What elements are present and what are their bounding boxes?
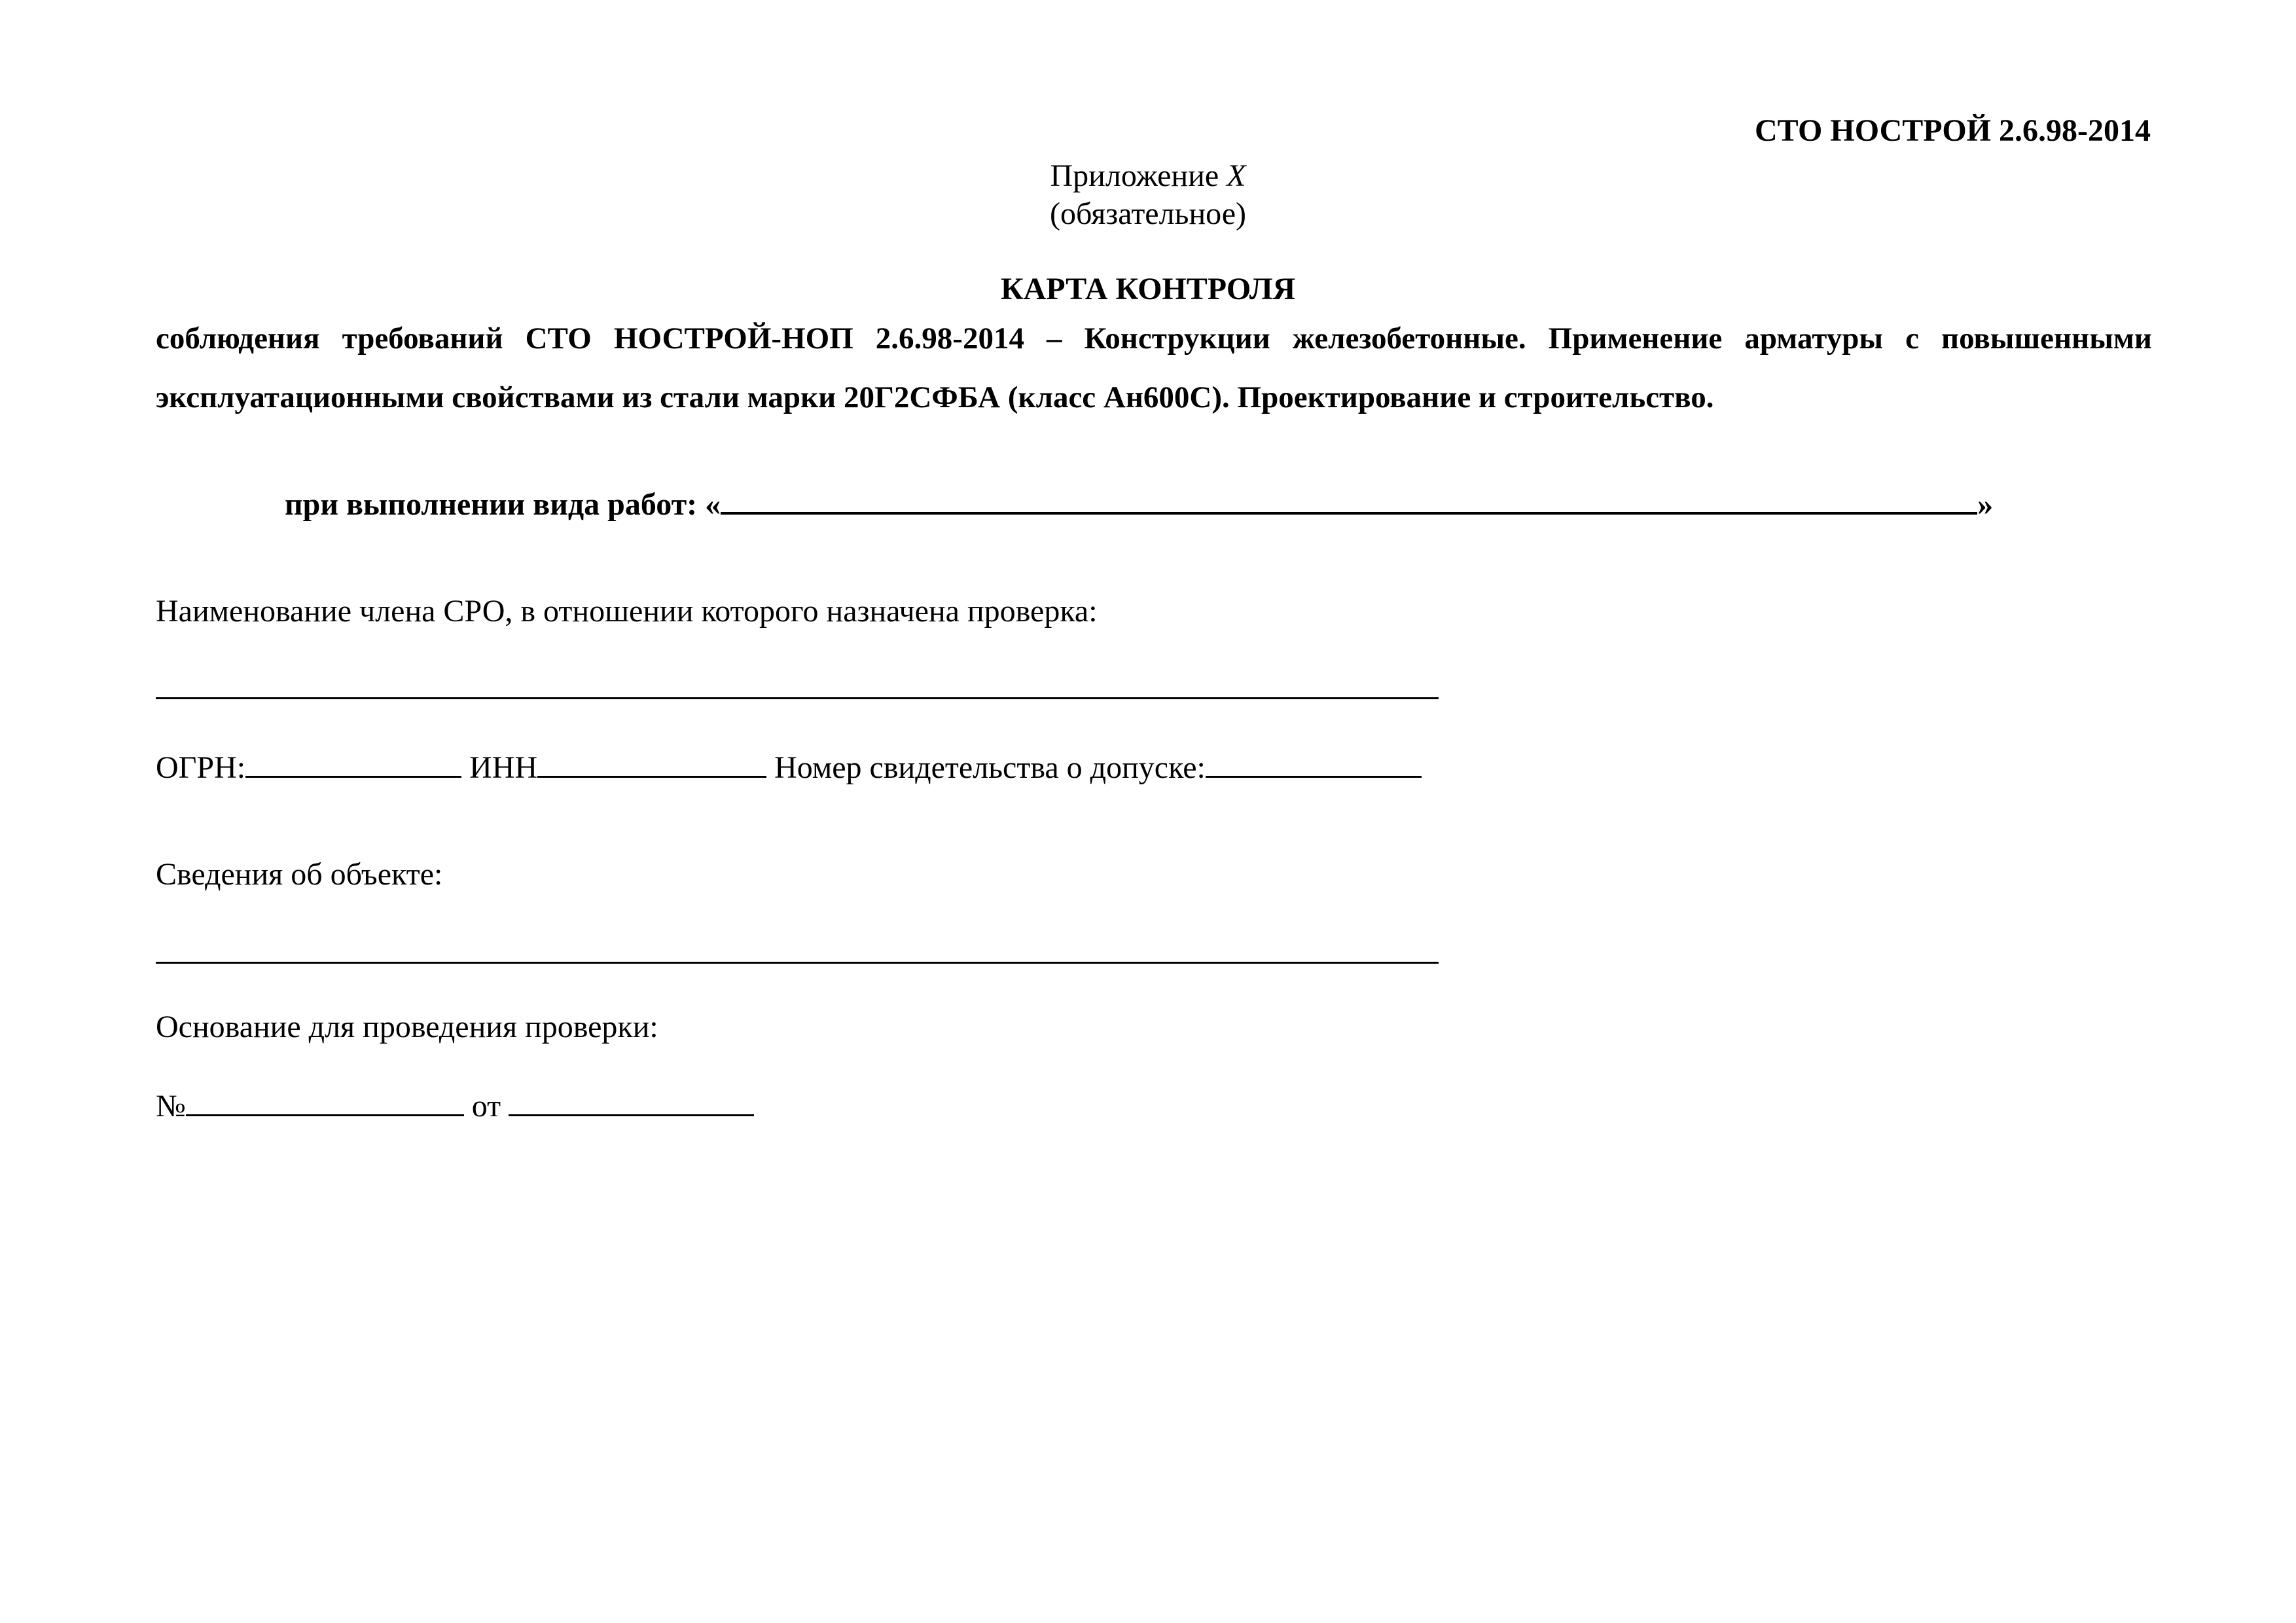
- basis-label: Основание для проведения проверки:: [156, 1010, 658, 1044]
- object-blank[interactable]: [156, 962, 1439, 964]
- number-sign: №: [156, 1089, 186, 1123]
- basis-row: [156, 1088, 754, 1122]
- work-type-close-quote: »: [1977, 487, 1994, 522]
- from-label: от: [471, 1089, 501, 1123]
- appendix-letter: Х: [1227, 158, 1246, 193]
- card-title: КАРТА КОНТРОЛЯ: [1000, 272, 1296, 306]
- appendix-word: Приложение: [1050, 158, 1219, 193]
- registration-row: [156, 750, 1422, 784]
- member-name-label: Наименование члена СРО, в отношении которого назначена проверка:: [156, 594, 1098, 629]
- ogrn-blank[interactable]: [245, 750, 461, 778]
- ogrn-label: ОГРН:: [156, 750, 246, 785]
- permit-blank[interactable]: [1206, 750, 1422, 778]
- basis-date-blank[interactable]: [509, 1088, 754, 1116]
- document-code: СТО НОСТРОЙ 2.6.98-2014: [1754, 113, 2151, 148]
- appendix-status: (обязательное): [1050, 196, 1246, 231]
- inn-label: ИНН: [469, 750, 538, 785]
- inn-blank[interactable]: [537, 750, 766, 778]
- object-label: Сведения об объекте:: [156, 857, 443, 892]
- work-type-label: при выполнении вида работ: «: [285, 487, 721, 522]
- permit-label: Номер свидетельства о допуске:: [774, 750, 1206, 785]
- member-name-blank[interactable]: [156, 697, 1439, 699]
- basis-number-blank[interactable]: [186, 1088, 464, 1116]
- card-subtitle: соблюдения требований СТО НОСТРОЙ-НОП 2.6.98-2014 – Конструкции железобетонные. Применение арматуры с повышенными эксплуатационными свойствами из стали марки 20Г2СФБА (класс Ан600С). Проектирование и строительство.: [156, 321, 2152, 414]
- work-type-blank[interactable]: [721, 483, 1977, 515]
- work-type-row: [285, 483, 1993, 520]
- appendix-title: [0, 160, 2296, 192]
